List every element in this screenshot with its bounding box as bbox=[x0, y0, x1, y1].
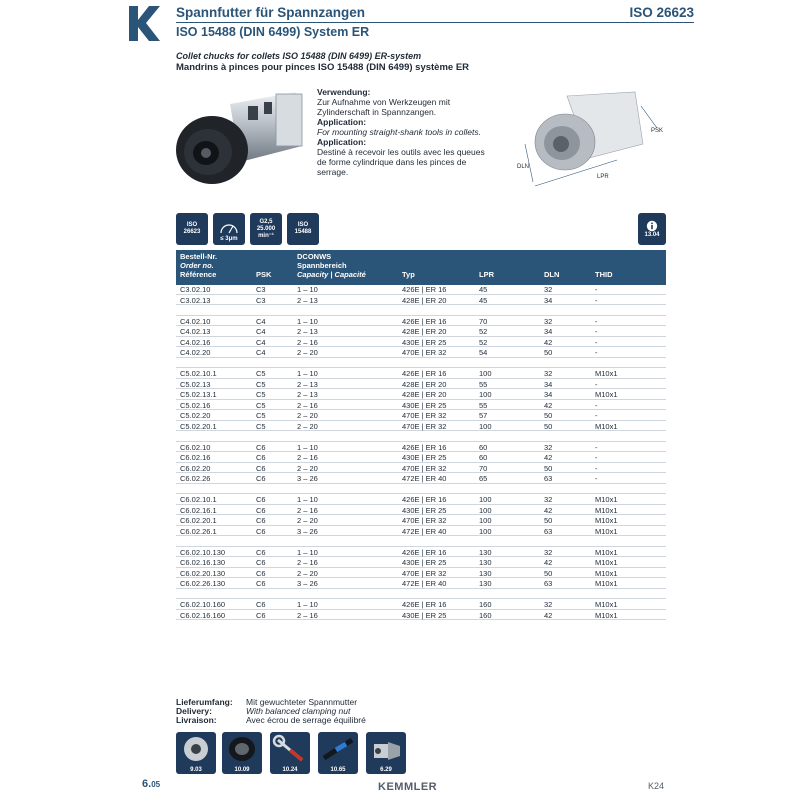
cell-thid: - bbox=[595, 285, 598, 294]
collet-chuck-photo bbox=[168, 84, 313, 196]
cell-capacity: 2 – 16 bbox=[297, 505, 318, 515]
cell-dln: 50 bbox=[544, 516, 553, 525]
cell-dln: 63 bbox=[544, 579, 553, 588]
cell-dln: 63 bbox=[544, 474, 553, 483]
cell-order-no: C6.02.16.160 bbox=[180, 610, 226, 620]
accessory-wrench[interactable] bbox=[270, 732, 310, 774]
product-table-body bbox=[176, 284, 666, 620]
cell-order-no: C6.02.20 bbox=[180, 463, 211, 473]
cell-type: 472E | ER 40 bbox=[402, 526, 447, 536]
usage-text-de: Zur Aufnahme von Werkzeugen mit Zylinderschaft in Spannzangen. bbox=[317, 97, 451, 117]
cell-thid: M10x1 bbox=[595, 390, 618, 399]
cell-psk: C3 bbox=[256, 285, 266, 294]
cell-lpr: 45 bbox=[479, 295, 488, 305]
table-row bbox=[176, 568, 666, 579]
cell-capacity: 2 – 20 bbox=[297, 463, 318, 473]
table-row bbox=[176, 547, 666, 558]
cell-psk: C6 bbox=[256, 495, 266, 504]
header-order-en: Order no. bbox=[180, 261, 214, 270]
cell-lpr: 55 bbox=[479, 400, 488, 410]
cell-psk: C6 bbox=[256, 442, 266, 452]
cell-dln: 42 bbox=[544, 610, 553, 620]
cell-thid: - bbox=[595, 295, 598, 305]
cell-psk: C4 bbox=[256, 316, 266, 326]
psk-label: PSK bbox=[651, 128, 664, 134]
iso-15488-badge bbox=[287, 213, 319, 245]
cell-dln: 50 bbox=[544, 568, 553, 578]
cell-dln: 32 bbox=[544, 547, 553, 557]
cell-lpr: 45 bbox=[479, 285, 488, 294]
table-row bbox=[176, 515, 666, 526]
accessory-ref-4: 6.29 bbox=[380, 767, 392, 773]
cell-psk: C4 bbox=[256, 348, 266, 357]
kemmler-k-logo bbox=[127, 5, 161, 42]
info-ref: 13.04 bbox=[644, 231, 660, 238]
clamping-nut-icon bbox=[222, 732, 262, 766]
page-major: 6. bbox=[142, 778, 152, 790]
cell-type: 472E | ER 40 bbox=[402, 579, 447, 588]
cell-thid: M10x1 bbox=[595, 579, 618, 588]
cell-dln: 42 bbox=[544, 505, 553, 515]
cell-thid: M10x1 bbox=[595, 610, 618, 620]
cell-type: 430E | ER 25 bbox=[402, 400, 447, 410]
table-row bbox=[176, 526, 666, 537]
cell-capacity: 3 – 26 bbox=[297, 579, 318, 588]
cell-psk: C6 bbox=[256, 474, 266, 483]
cell-order-no: C5.02.10.1 bbox=[180, 369, 217, 378]
cell-type: 426E | ER 16 bbox=[402, 442, 447, 452]
accessory-sealing-tool[interactable] bbox=[318, 732, 358, 774]
info-badge[interactable] bbox=[638, 213, 666, 245]
cell-capacity: 2 – 20 bbox=[297, 568, 318, 578]
table-header bbox=[176, 250, 666, 285]
cell-lpr: 100 bbox=[479, 526, 492, 536]
cell-type: 426E | ER 16 bbox=[402, 369, 447, 378]
cell-order-no: C3.02.13 bbox=[180, 295, 211, 305]
header-spannbereich: Spannbereich bbox=[297, 261, 347, 270]
delivery-text-fr: Avec écrou de serrage équilibré bbox=[246, 715, 366, 725]
group-separator bbox=[176, 431, 666, 442]
cell-capacity: 2 – 20 bbox=[297, 348, 318, 357]
cell-capacity: 2 – 16 bbox=[297, 337, 318, 347]
table-row bbox=[176, 295, 666, 306]
runout-badge bbox=[213, 213, 245, 245]
cell-order-no: C4.02.20 bbox=[180, 348, 211, 357]
table-row bbox=[176, 473, 666, 484]
cell-lpr: 130 bbox=[479, 547, 492, 557]
header-order-fr: Référence bbox=[180, 270, 217, 279]
cell-psk: C6 bbox=[256, 610, 266, 620]
cell-type: 470E | ER 32 bbox=[402, 411, 447, 420]
table-row bbox=[176, 379, 666, 390]
cell-thid: M10x1 bbox=[595, 516, 618, 525]
usage-heading-en: Application: bbox=[317, 117, 367, 127]
cell-lpr: 130 bbox=[479, 579, 492, 588]
cell-type: 470E | ER 32 bbox=[402, 348, 447, 357]
cell-order-no: C6.02.26.1 bbox=[180, 526, 217, 536]
cell-lpr: 60 bbox=[479, 453, 488, 462]
table-row bbox=[176, 284, 666, 295]
cell-dln: 32 bbox=[544, 369, 553, 378]
cell-capacity: 1 – 10 bbox=[297, 316, 318, 326]
group-separator bbox=[176, 589, 666, 600]
cell-order-no: C5.02.16 bbox=[180, 400, 211, 410]
cell-type: 426E | ER 16 bbox=[402, 495, 447, 504]
cell-type: 426E | ER 16 bbox=[402, 285, 447, 294]
cell-order-no: C6.02.10 bbox=[180, 442, 211, 452]
cell-dln: 50 bbox=[544, 411, 553, 420]
cell-lpr: 70 bbox=[479, 463, 488, 473]
dimension-drawing bbox=[505, 86, 670, 204]
table-row bbox=[176, 599, 666, 610]
cell-lpr: 60 bbox=[479, 442, 488, 452]
page-number-left bbox=[142, 778, 160, 790]
cell-order-no: C5.02.20 bbox=[180, 411, 211, 420]
cell-dln: 34 bbox=[544, 295, 553, 305]
table-row bbox=[176, 410, 666, 421]
cell-dln: 42 bbox=[544, 558, 553, 567]
cell-capacity: 2 – 16 bbox=[297, 558, 318, 567]
cell-order-no: C5.02.20.1 bbox=[180, 421, 217, 431]
wrench-icon bbox=[270, 732, 310, 766]
accessory-ref-1: 10.09 bbox=[234, 767, 250, 773]
cell-thid: M10x1 bbox=[595, 547, 618, 557]
cell-lpr: 54 bbox=[479, 348, 488, 357]
table-row bbox=[176, 452, 666, 463]
cell-capacity: 2 – 20 bbox=[297, 421, 318, 431]
page-title: Spannfutter für Spannzangen bbox=[176, 5, 365, 20]
cell-capacity: 2 – 13 bbox=[297, 379, 318, 389]
cell-capacity: 1 – 10 bbox=[297, 600, 318, 609]
cell-capacity: 2 – 16 bbox=[297, 610, 318, 620]
cell-lpr: 52 bbox=[479, 327, 488, 336]
cell-thid: M10x1 bbox=[595, 526, 618, 536]
cell-thid: - bbox=[595, 411, 598, 420]
cell-psk: C5 bbox=[256, 411, 266, 420]
cell-type: 430E | ER 25 bbox=[402, 610, 447, 620]
cell-capacity: 1 – 10 bbox=[297, 495, 318, 504]
accessory-ref-3: 10.65 bbox=[330, 767, 346, 773]
cell-dln: 42 bbox=[544, 453, 553, 462]
cell-order-no: C4.02.10 bbox=[180, 316, 211, 326]
cell-lpr: 55 bbox=[479, 379, 488, 389]
cell-capacity: 2 – 16 bbox=[297, 400, 318, 410]
cell-psk: C6 bbox=[256, 516, 266, 525]
cell-type: 428E | ER 20 bbox=[402, 327, 447, 336]
cell-dln: 32 bbox=[544, 316, 553, 326]
cell-order-no: C6.02.26.130 bbox=[180, 579, 226, 588]
cell-thid: M10x1 bbox=[595, 421, 618, 431]
delivery-label-en: Delivery: bbox=[176, 706, 212, 716]
cell-thid: M10x1 bbox=[595, 369, 618, 378]
usage-text-en: For mounting straight-shank tools in collets. bbox=[317, 127, 481, 137]
cell-dln: 50 bbox=[544, 421, 553, 431]
cell-type: 426E | ER 16 bbox=[402, 600, 447, 609]
table-row bbox=[176, 442, 666, 453]
cell-type: 426E | ER 16 bbox=[402, 316, 447, 326]
delivery-label-de: Lieferumfang: bbox=[176, 697, 233, 707]
balance-rpm: 25.000 bbox=[256, 225, 276, 232]
cell-lpr: 100 bbox=[479, 516, 492, 525]
page-number-right: K24 bbox=[648, 781, 665, 791]
table-row bbox=[176, 326, 666, 337]
cell-psk: C5 bbox=[256, 421, 266, 431]
cell-psk: C4 bbox=[256, 327, 266, 336]
table-row bbox=[176, 400, 666, 411]
cell-capacity: 2 – 13 bbox=[297, 327, 318, 336]
cell-order-no: C6.02.20.130 bbox=[180, 568, 226, 578]
table-row bbox=[176, 368, 666, 379]
cell-dln: 34 bbox=[544, 327, 553, 336]
cell-psk: C3 bbox=[256, 295, 266, 305]
cell-capacity: 1 – 10 bbox=[297, 547, 318, 557]
usage-text-fr: Destiné à recevoir les outils avec les queues de forme cylindrique dans les pinces de serrage. bbox=[317, 147, 485, 177]
iso-26623-badge-line1: ISO bbox=[186, 222, 198, 228]
header-thid: THID bbox=[595, 270, 613, 279]
balance-grade: G2,5 bbox=[259, 218, 273, 225]
table-row bbox=[176, 610, 666, 621]
cell-capacity: 2 – 20 bbox=[297, 411, 318, 420]
header-capacity: Capacity | Capacité bbox=[297, 270, 366, 279]
cell-order-no: C6.02.16 bbox=[180, 453, 211, 462]
cell-psk: C6 bbox=[256, 600, 266, 609]
cell-order-no: C6.02.20.1 bbox=[180, 516, 217, 525]
group-separator bbox=[176, 484, 666, 495]
accessory-ref-2: 10.24 bbox=[282, 767, 298, 773]
cell-lpr: 57 bbox=[479, 411, 488, 420]
cell-capacity: 3 – 26 bbox=[297, 474, 318, 483]
runout-gauge-icon bbox=[217, 220, 241, 236]
cell-type: 428E | ER 20 bbox=[402, 295, 447, 305]
accessory-ref-0: 9.03 bbox=[190, 767, 202, 773]
iso-26623-badge-line2: 26623 bbox=[183, 229, 201, 235]
cell-psk: C6 bbox=[256, 579, 266, 588]
brand-name: KEMMLER bbox=[378, 781, 438, 793]
delivery-text-en: With balanced clamping nut bbox=[246, 706, 351, 716]
cell-thid: - bbox=[595, 453, 598, 462]
header-lpr: LPR bbox=[479, 270, 494, 279]
lpr-label: LPR bbox=[597, 174, 609, 180]
cell-dln: 50 bbox=[544, 463, 553, 473]
cell-psk: C6 bbox=[256, 526, 266, 536]
cell-psk: C6 bbox=[256, 463, 266, 473]
cell-lpr: 130 bbox=[479, 568, 492, 578]
cell-lpr: 160 bbox=[479, 610, 492, 620]
iso-26623-badge bbox=[176, 213, 208, 245]
table-row bbox=[176, 557, 666, 568]
table-row bbox=[176, 347, 666, 358]
header-dln: DLN bbox=[544, 270, 560, 279]
cell-lpr: 100 bbox=[479, 369, 492, 378]
cell-lpr: 160 bbox=[479, 600, 492, 609]
cell-psk: C6 bbox=[256, 568, 266, 578]
cell-order-no: C3.02.10 bbox=[180, 285, 211, 294]
collet-icon bbox=[176, 732, 216, 766]
cell-dln: 50 bbox=[544, 348, 553, 357]
cell-thid: M10x1 bbox=[595, 568, 618, 578]
cell-order-no: C6.02.10.130 bbox=[180, 547, 226, 557]
group-separator bbox=[176, 358, 666, 369]
cell-capacity: 1 – 10 bbox=[297, 369, 318, 378]
cell-thid: - bbox=[595, 327, 598, 336]
cell-capacity: 2 – 13 bbox=[297, 295, 318, 305]
cell-lpr: 130 bbox=[479, 558, 492, 567]
delivery-text-de: Mit gewuchteter Spannmutter bbox=[246, 697, 358, 707]
cell-thid: - bbox=[595, 348, 598, 357]
cell-capacity: 2 – 16 bbox=[297, 453, 318, 462]
cell-lpr: 65 bbox=[479, 474, 488, 483]
table-row bbox=[176, 578, 666, 589]
cell-type: 470E | ER 32 bbox=[402, 516, 447, 525]
cell-capacity: 3 – 26 bbox=[297, 526, 318, 536]
cell-order-no: C4.02.16 bbox=[180, 337, 211, 347]
cell-type: 430E | ER 25 bbox=[402, 558, 447, 567]
cell-thid: - bbox=[595, 463, 598, 473]
cell-lpr: 100 bbox=[479, 390, 492, 399]
header-divider bbox=[176, 22, 694, 23]
cell-psk: C6 bbox=[256, 558, 266, 567]
cell-type: 430E | ER 25 bbox=[402, 505, 447, 515]
cell-dln: 42 bbox=[544, 337, 553, 347]
tap-collet-icon bbox=[366, 732, 406, 766]
group-separator bbox=[176, 305, 666, 316]
cell-lpr: 100 bbox=[479, 505, 492, 515]
cell-type: 430E | ER 25 bbox=[402, 453, 447, 462]
cell-type: 426E | ER 16 bbox=[402, 547, 447, 557]
cell-order-no: C5.02.13.1 bbox=[180, 390, 217, 399]
sealing-tool-icon bbox=[318, 732, 358, 766]
cell-psk: C6 bbox=[256, 505, 266, 515]
table-row bbox=[176, 505, 666, 516]
subtitle-english: Collet chucks for collets ISO 15488 (DIN 6499) ER-system bbox=[176, 51, 422, 61]
cell-dln: 32 bbox=[544, 442, 553, 452]
usage-heading-fr: Application: bbox=[317, 137, 367, 147]
cell-psk: C4 bbox=[256, 337, 266, 347]
table-row bbox=[176, 316, 666, 327]
iso-15488-badge-line2: 15488 bbox=[294, 229, 312, 235]
cell-psk: C6 bbox=[256, 547, 266, 557]
info-icon bbox=[646, 220, 658, 232]
cell-thid: - bbox=[595, 379, 598, 389]
usage-heading-de: Verwendung: bbox=[317, 87, 371, 97]
cell-type: 428E | ER 20 bbox=[402, 390, 447, 399]
cell-dln: 32 bbox=[544, 600, 553, 609]
cell-psk: C5 bbox=[256, 369, 266, 378]
cell-dln: 32 bbox=[544, 495, 553, 504]
cell-thid: M10x1 bbox=[595, 600, 618, 609]
runout-value: ≤ 3μm bbox=[220, 236, 238, 242]
cell-dln: 42 bbox=[544, 400, 553, 410]
cell-type: 430E | ER 25 bbox=[402, 337, 447, 347]
cell-capacity: 2 – 20 bbox=[297, 516, 318, 525]
page-subtitle: ISO 15488 (DIN 6499) System ER bbox=[176, 25, 370, 39]
cell-thid: - bbox=[595, 442, 598, 452]
cell-thid: M10x1 bbox=[595, 495, 618, 504]
cell-lpr: 100 bbox=[479, 421, 492, 431]
accessory-tap-collet[interactable] bbox=[366, 732, 406, 774]
cell-order-no: C6.02.16.130 bbox=[180, 558, 226, 567]
cell-type: 470E | ER 32 bbox=[402, 463, 447, 473]
cell-thid: - bbox=[595, 474, 598, 483]
accessory-collet[interactable] bbox=[176, 732, 216, 774]
cell-thid: - bbox=[595, 400, 598, 410]
header-order-de: Bestell-Nr. bbox=[180, 252, 218, 261]
cell-type: 428E | ER 20 bbox=[402, 379, 447, 389]
cell-dln: 63 bbox=[544, 526, 553, 536]
balance-badge bbox=[250, 213, 282, 245]
group-separator bbox=[176, 536, 666, 547]
cell-lpr: 100 bbox=[479, 495, 492, 504]
table-row bbox=[176, 421, 666, 432]
cell-psk: C5 bbox=[256, 400, 266, 410]
subtitle-french: Mandrins à pinces pour pinces ISO 15488 (DIN 6499) système ER bbox=[176, 62, 470, 73]
standard-label: ISO 26623 bbox=[629, 5, 694, 20]
header-dconws: DCONWS bbox=[297, 252, 332, 261]
cell-order-no: C6.02.16.1 bbox=[180, 505, 217, 515]
cell-capacity: 2 – 13 bbox=[297, 390, 318, 399]
cell-type: 472E | ER 40 bbox=[402, 474, 447, 483]
cell-dln: 32 bbox=[544, 285, 553, 294]
cell-thid: - bbox=[595, 337, 598, 347]
balance-unit: min⁻¹ bbox=[258, 232, 274, 239]
cell-lpr: 70 bbox=[479, 316, 488, 326]
cell-capacity: 1 – 10 bbox=[297, 442, 318, 452]
cell-thid: M10x1 bbox=[595, 505, 618, 515]
dln-label: DLN bbox=[517, 164, 530, 170]
cell-thid: M10x1 bbox=[595, 558, 618, 567]
cell-type: 470E | ER 32 bbox=[402, 421, 447, 431]
cell-order-no: C6.02.10.1 bbox=[180, 495, 217, 504]
usage-description bbox=[317, 87, 492, 177]
table-row bbox=[176, 494, 666, 505]
cell-psk: C5 bbox=[256, 390, 266, 399]
table-row bbox=[176, 389, 666, 400]
cell-psk: C6 bbox=[256, 453, 266, 462]
header-psk: PSK bbox=[256, 270, 272, 279]
cell-order-no: C6.02.26 bbox=[180, 474, 211, 483]
table-row bbox=[176, 463, 666, 474]
cell-order-no: C4.02.13 bbox=[180, 327, 211, 336]
delivery-label-fr: Livraison: bbox=[176, 715, 217, 725]
iso-15488-badge-line1: ISO bbox=[297, 222, 309, 228]
table-row bbox=[176, 337, 666, 348]
cell-type: 470E | ER 32 bbox=[402, 568, 447, 578]
header-typ: Typ bbox=[402, 270, 415, 279]
cell-thid: - bbox=[595, 316, 598, 326]
accessory-clamping-nut[interactable] bbox=[222, 732, 262, 774]
cell-order-no: C5.02.13 bbox=[180, 379, 211, 389]
cell-lpr: 52 bbox=[479, 337, 488, 347]
cell-order-no: C6.02.10.160 bbox=[180, 600, 226, 609]
cell-capacity: 1 – 10 bbox=[297, 285, 318, 294]
cell-dln: 34 bbox=[544, 379, 553, 389]
page-minor: 05 bbox=[151, 780, 161, 789]
cell-psk: C5 bbox=[256, 379, 266, 389]
cell-dln: 34 bbox=[544, 390, 553, 399]
